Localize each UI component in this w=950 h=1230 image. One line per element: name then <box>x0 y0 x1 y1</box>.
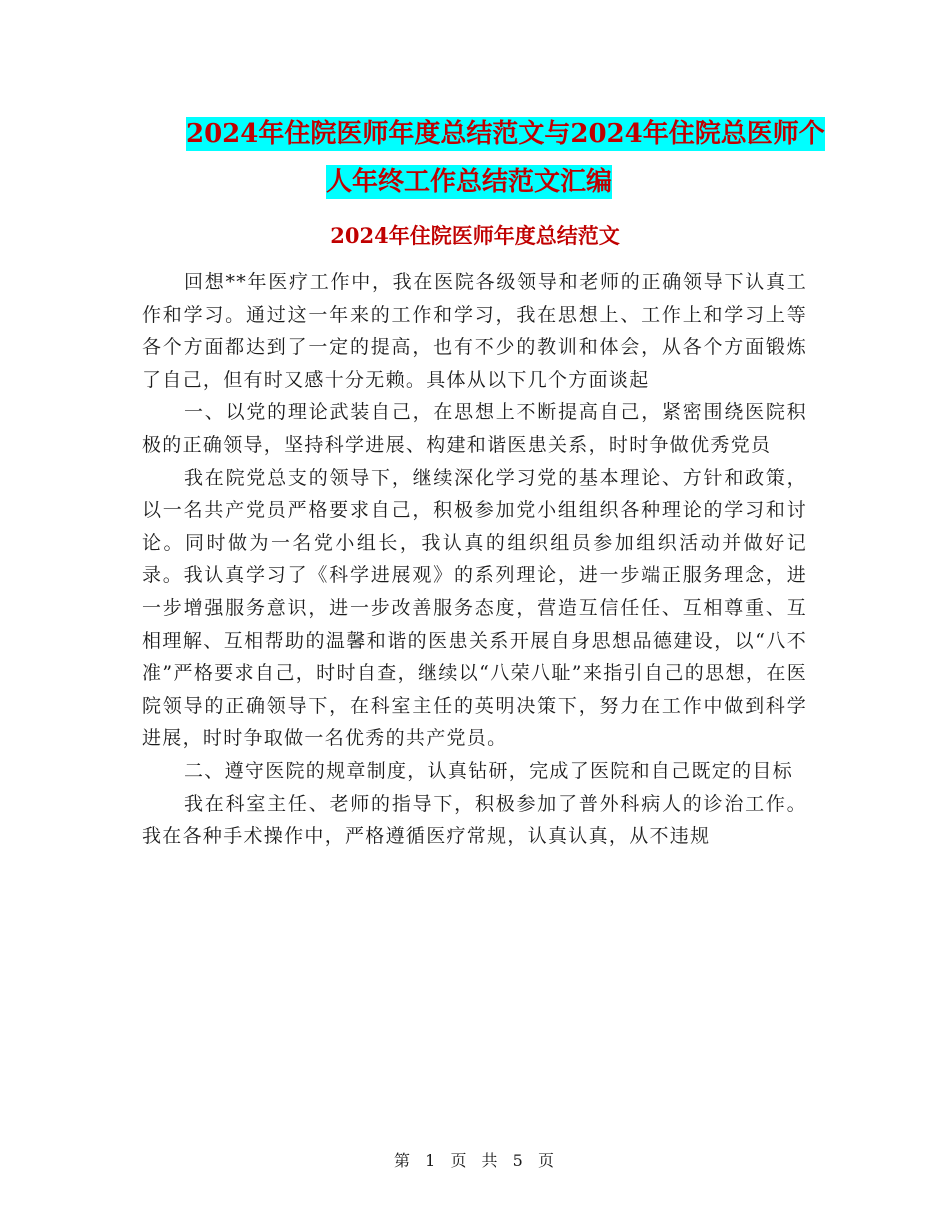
page-footer <box>0 1148 950 1171</box>
footer-page-number: 1 <box>425 1151 438 1170</box>
paragraph: 二、遵守医院的规章制度，认真钻研，完成了医院和自己既定的目标 <box>184 759 794 782</box>
footer-page-mid: 页 <box>450 1151 469 1170</box>
footer-total-pages: 5 <box>512 1151 525 1170</box>
title-line-1-text: 2024年住院医师年度总结范文与2024年住院总医师个 <box>186 119 825 149</box>
title-line-1 <box>0 110 950 158</box>
paragraph: 我在科室主任、老师的指导下，积极参加了普外科病人的诊治工作。我在各种手术操作中，严格遵循医疗常规，认真认真，从不违规 <box>142 792 807 848</box>
footer-total-suffix: 页 <box>537 1151 556 1170</box>
document-body <box>142 266 807 853</box>
footer-page-prefix: 第 <box>394 1151 413 1170</box>
paragraph: 一、以党的理论武装自己，在思想上不断提高自己，紧密围绕医院积极的正确领导，坚持科学进展、构建和谐医患关系，时时争做优秀党员 <box>142 401 807 456</box>
section-title: 2024年住院医师年度总结范文 <box>330 223 620 248</box>
paragraph: 我在院党总支的领导下，继续深化学习党的基本理论、方针和政策，以一名共产党员严格要求自己，积极参加党小组组织各种理论的学习和讨论。同时做为一名党小组长，我认真的组织组员参加组织活动并做好记录。我认真学习了《科学进展观》的系列理论，进一步端正服务理念，进一步增强服务意识，进一步改善服务态度，营造互信任任、互相尊重、互相理解、互相帮助的温馨和谐的医患关系开展自身思想品德建设，以“八不准”严格要求自己，时时自查，继续以“八荣八耻”来指引自己的思想，在医院领导的正确领导下，在科室主任的英明决策下，努力在工作中做到科学进展，时时争取做一名优秀的共产党员。 <box>142 466 807 750</box>
title-line-2 <box>0 158 950 206</box>
document-title <box>0 110 950 206</box>
title-line-2-text: 人年终工作总结范文汇编 <box>326 167 613 197</box>
footer-total-prefix: 共 <box>481 1151 500 1170</box>
paragraph: 回想**年医疗工作中，我在医院各级领导和老师的正确领导下认真工作和学习。通过这一年来的工作和学习，我在思想上、工作上和学习上等各个方面都达到了一定的提高，也有不少的教训和体会，从各个方面锻炼了自己，但有时又感十分无赖。具体从以下几个方面谈起 <box>142 271 807 391</box>
